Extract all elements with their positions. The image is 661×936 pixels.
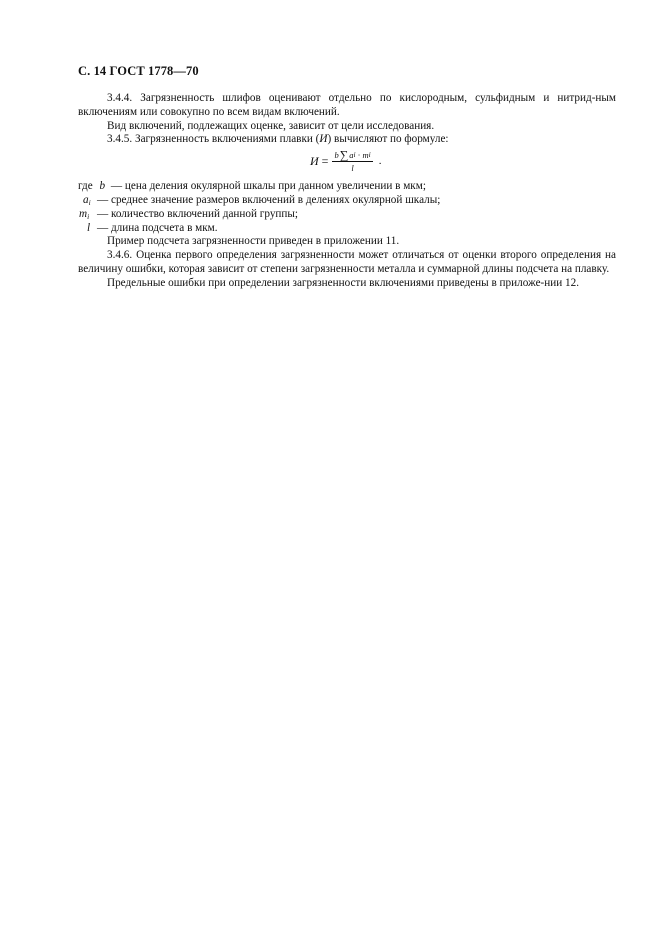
definition-b-text: — цена деления окулярной шкалы при данном увеличении в мкм; [110,180,426,193]
definition-a-subscript: i [88,197,91,207]
contamination-symbol: И [319,133,328,146]
sum-symbol: ∑ [339,148,349,163]
paragraph-3-4-5-text-end: ) вычисляют по формуле: [327,133,449,146]
formula-b: b [334,150,339,161]
formula-denominator: l [351,163,354,174]
contamination-formula [310,150,381,173]
definition-l-text: — длина подсчета в мкм. [97,221,218,234]
definition-a-text: — среднее значение размеров включений в делениях окулярной шкалы; [97,193,441,206]
formula-numerator [332,150,372,162]
formula-period: . [378,154,382,167]
paragraph-example: Пример подсчета загрязненности приведен в приложении 11. [107,235,400,248]
paragraph-limit-errors: Предельные ошибки при определении загрязненности включениями приведены в приложе-нии 12. [107,276,580,289]
definition-a-symbol: a [83,193,89,206]
definition-l-symbol: l [87,221,91,234]
paragraph-3-4-5-text-start: 3.4.5. Загрязненность включениями плавки ( [107,133,320,146]
document-body [78,92,616,291]
definition-m-symbol: m [79,207,88,220]
formula-m: m [362,150,369,161]
paragraph-3-4-5 [78,133,616,147]
formula-equals: = [321,153,329,168]
definition-l [78,222,616,236]
formula-m-subscript: i [368,150,371,160]
paragraph-inclusion-type: Вид включений, подлежащих оценке, зависит от цели исследования. [107,119,435,132]
definition-a [78,194,616,208]
paragraph-3-4-6: 3.4.6. Оценка первого определения загрязненности может отличаться от оценки второго определения на величину ошибки, которая зависит от степени загрязненности металла и суммарной длины подсчета на плавку. [78,249,616,275]
definition-lead: где [78,180,93,193]
formula-fraction [332,150,372,173]
formula-lhs: И [310,153,319,168]
definition-b [78,180,616,194]
formula-a: a [349,150,354,161]
definition-m-text: — количество включений данной группы; [97,207,299,220]
paragraph-3-4-4: 3.4.4. Загрязненность шлифов оценивают отдельно по кислородным, сульфидным и нитрид-ным включениям или совокупно по всем видам включений. [78,92,616,118]
formula-a-subscript: i [353,150,356,160]
page-header: С. 14 ГОСТ 1778—70 [78,64,199,78]
definition-b-symbol: b [99,180,106,193]
definition-m-subscript: i [87,211,90,221]
definition-m [78,208,616,222]
formula-multiply: · [357,150,361,161]
formula-block [78,148,616,178]
